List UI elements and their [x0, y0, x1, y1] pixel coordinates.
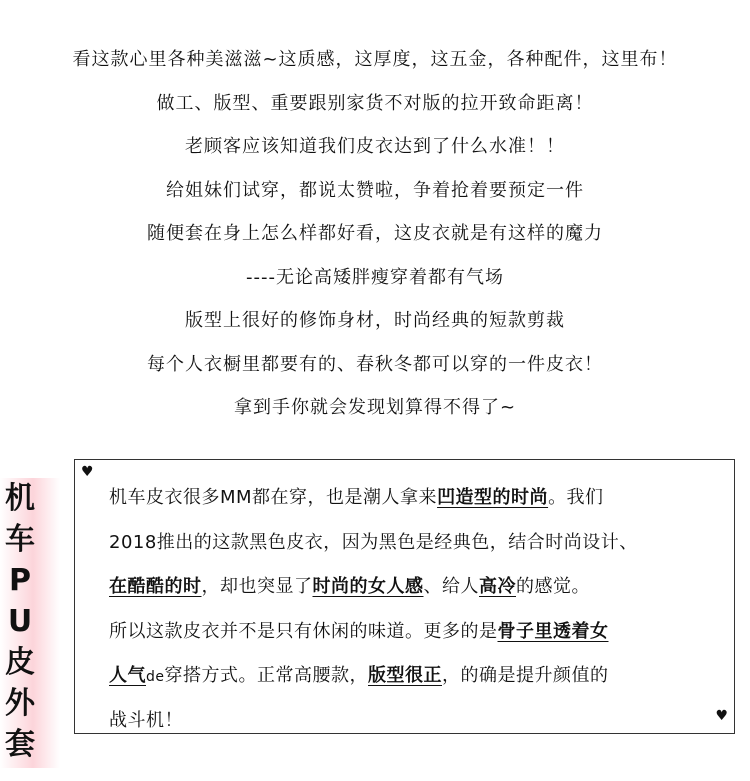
description-line: [109, 654, 709, 699]
highlight-text: 在酷酷的时: [109, 576, 202, 597]
text-span: 所以这款皮衣并不是只有休闲的味道。更多的是: [109, 620, 498, 642]
text-span: 机车皮衣很多MM都在穿，也是潮人拿来: [109, 487, 438, 508]
description-line: [109, 610, 709, 655]
text-span: 、给人: [423, 576, 479, 597]
description-text: [109, 476, 709, 743]
intro-line: 看这款心里各种美滋滋~这质感，这厚度，这五金，各种配件，这里布！: [72, 49, 678, 70]
side-title-char: 皮: [5, 645, 35, 680]
text-span: ，却也突显了: [201, 576, 313, 597]
heart-icon: ♥: [715, 708, 728, 724]
intro-line: 老顾客应该知道我们皮衣达到了什么水准！！: [185, 136, 565, 157]
description-line: [109, 565, 709, 610]
intro-line: 每个人衣橱里都要有的、春秋冬都可以穿的一件皮衣！: [147, 353, 603, 375]
highlight-text: 人气: [109, 665, 146, 686]
highlight-text: 版型很正: [368, 665, 442, 686]
side-title-char: 外: [5, 686, 35, 721]
text-span: 战斗机！: [109, 709, 183, 731]
description-box: [74, 459, 735, 734]
side-title-char: U: [7, 604, 33, 639]
intro-line: 随便套在身上怎么样都好看，这皮衣就是有这样的魔力: [147, 223, 603, 244]
description-line: [109, 476, 709, 521]
intro-line: 给姐妹们试穿，都说太赞啦，争着抢着要预定一件: [166, 179, 584, 201]
text-span: 。我们: [548, 487, 604, 508]
side-title-char: 车: [5, 522, 35, 557]
text-span: 穿搭方式。正常高腰款，: [164, 665, 368, 686]
intro-line: 拿到手你就会发现划算得不得了~: [233, 397, 517, 418]
text-span: 2018推出的这款黑色皮衣，因为黑色是经典色，结合时尚设计、: [109, 531, 638, 553]
highlight-text: 时尚的女人感: [312, 576, 424, 597]
text-span: de: [146, 669, 165, 685]
side-title-char: P: [9, 563, 31, 598]
intro-line: 做工、版型、重要跟别家货不对版的拉开致命距离！: [156, 92, 594, 114]
heart-icon: ♥: [81, 464, 94, 480]
intro-line: 版型上很好的修饰身材，时尚经典的短款剪裁: [185, 310, 565, 331]
text-span: ，的确是提升颜值的: [442, 665, 609, 686]
text-span: 的感觉。: [516, 576, 590, 597]
intro-text: [0, 38, 750, 430]
highlight-text: 高冷: [479, 576, 516, 597]
highlight-text: 凹造型的时尚: [437, 487, 549, 508]
description-line: [109, 699, 709, 744]
side-title-char: 套: [5, 727, 35, 762]
highlight-text: 骨子里透着女: [497, 620, 609, 642]
intro-line: ----无论高矮胖瘦穿着都有气场: [246, 266, 504, 288]
side-title: [0, 478, 60, 768]
side-title-char: 机: [5, 481, 35, 516]
description-line: [109, 521, 709, 566]
